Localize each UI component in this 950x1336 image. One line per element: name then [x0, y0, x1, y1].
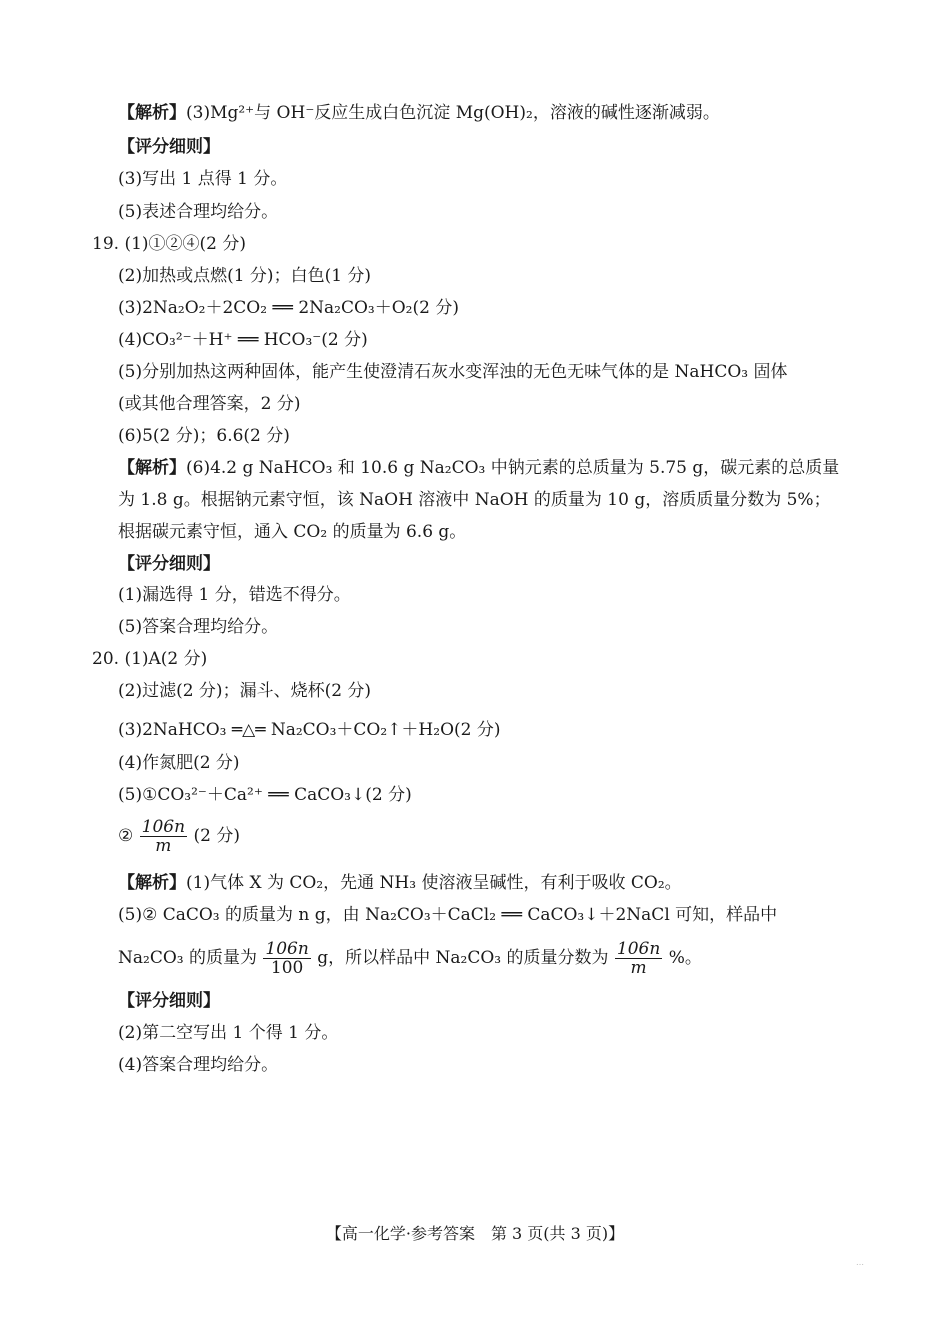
fraction-106n-over-100: $\frac{106n}{100}$ — [265, 939, 309, 978]
text-line — [118, 361, 787, 383]
line-text: 20. (1)A(2 分) — [92, 649, 208, 669]
line-text: 根据碳元素守恒，通入 CO₂ 的质量为 6.6 g。 — [118, 522, 467, 542]
line-text: (3)写出 1 点得 1 分。 — [118, 169, 288, 189]
text-line — [118, 168, 287, 190]
line-text: (5)①CO₃²⁻＋Ca²⁺ ══ CaCO₃↓(2 分) — [118, 785, 412, 805]
text-line — [118, 680, 371, 702]
line-text: (5)分别加热这两种固体，能产生使澄清石灰水变浑浊的无色无味气体的是 NaHCO₃ 固体 — [118, 362, 788, 382]
line-text: 19. (1)①②④(2 分) — [92, 234, 247, 254]
text-line — [118, 136, 220, 158]
section-label: 【解析】 — [118, 873, 186, 893]
text-line — [118, 904, 777, 926]
line-text: (6)4.2 g NaHCO₃ 和 10.6 g Na₂CO₃ 中钠元素的总质量为 5.75 g，碳元素的总质量 — [186, 458, 840, 478]
line-text: (5)答案合理均给分。 — [118, 617, 279, 637]
line-text: (1)气体 X 为 CO₂，先通 NH₃ 使溶液呈碱性，有利于吸收 CO₂。 — [186, 873, 682, 893]
text-line — [118, 521, 466, 543]
line-text: 为 1.8 g。根据钠元素守恒，该 NaOH 溶液中 NaOH 的质量为 10 g，溶质质量分数为 5%； — [118, 490, 831, 510]
text-line — [118, 872, 682, 894]
text-line — [118, 616, 278, 638]
line-text: (或其他合理答案，2 分) — [118, 394, 301, 414]
text-line — [118, 329, 368, 351]
answer-20-5-2: ② $\frac{106n}{m}$ (2 分) — [118, 817, 240, 856]
circled-2: ② — [118, 826, 134, 846]
text-line — [118, 201, 278, 223]
section-label: 【解析】 — [118, 458, 186, 478]
line-text: (1)漏选得 1 分，错选不得分。 — [118, 585, 351, 605]
section-label: 【解析】 — [118, 103, 186, 123]
line-text: (6)5(2 分)；6.6(2 分) — [118, 426, 290, 446]
line-text: (3)2Na₂O₂＋2CO₂ ══ 2Na₂CO₃＋O₂(2 分) — [118, 298, 459, 318]
text-line — [118, 1054, 278, 1076]
text-line — [118, 584, 351, 606]
text-line — [118, 1022, 338, 1044]
line-text: (2)加热或点燃(1 分)；白色(1 分) — [118, 266, 372, 286]
text-line — [118, 102, 720, 124]
corner-mark: … — [856, 1258, 864, 1267]
section-label: 【评分细则】 — [118, 554, 220, 574]
text-line — [92, 648, 207, 670]
fraction-106n-over-m-2: $\frac{106n}{m}$ — [616, 939, 661, 978]
page-footer: 【高一化学·参考答案 第 3 页(共 3 页)】 — [325, 1224, 625, 1243]
line-text: (5)② CaCO₃ 的质量为 n g，由 Na₂CO₃＋CaCl₂ ══ CaCO₃↓＋2NaCl 可知，样品中 — [118, 905, 778, 925]
text-line — [118, 489, 831, 511]
text-line — [118, 297, 459, 319]
text-line — [118, 265, 371, 287]
line-text: (2)过滤(2 分)；漏斗、烧杯(2 分) — [118, 681, 372, 701]
text-line — [92, 233, 246, 255]
text-line — [118, 457, 839, 479]
section-label: 【评分细则】 — [118, 991, 220, 1011]
text-line — [118, 752, 240, 774]
line-text: (3)Mg²⁺与 OH⁻反应生成白色沉淀 Mg(OH)₂，溶液的碱性逐渐减弱。 — [186, 103, 720, 123]
text-line — [118, 393, 300, 415]
text-line — [118, 990, 220, 1012]
text-line — [118, 553, 220, 575]
section-label: 【评分细则】 — [118, 137, 220, 157]
fraction-106n-over-m: $\frac{106n}{m}$ — [141, 817, 186, 856]
line-text: (5)表述合理均给分。 — [118, 202, 279, 222]
line-text: (3)2NaHCO₃ ═△═ Na₂CO₃＋CO₂↑＋H₂O(2 分) — [118, 720, 501, 740]
text-line — [118, 425, 290, 447]
line-text: (4)CO₃²⁻＋H⁺ ══ HCO₃⁻(2 分) — [118, 330, 368, 350]
line-text: (4)答案合理均给分。 — [118, 1055, 279, 1075]
analysis-20-5-cont: Na₂CO₃ 的质量为 $\frac{106n}{100}$ g，所以样品中 Na₂CO₃ 的质量分数为 $\frac{106n}{m}$ %。 — [118, 939, 702, 978]
text-line — [118, 719, 501, 741]
text-line — [118, 784, 412, 806]
line-text: (2)第二空写出 1 个得 1 分。 — [118, 1023, 339, 1043]
line-text: (4)作氮肥(2 分) — [118, 753, 240, 773]
